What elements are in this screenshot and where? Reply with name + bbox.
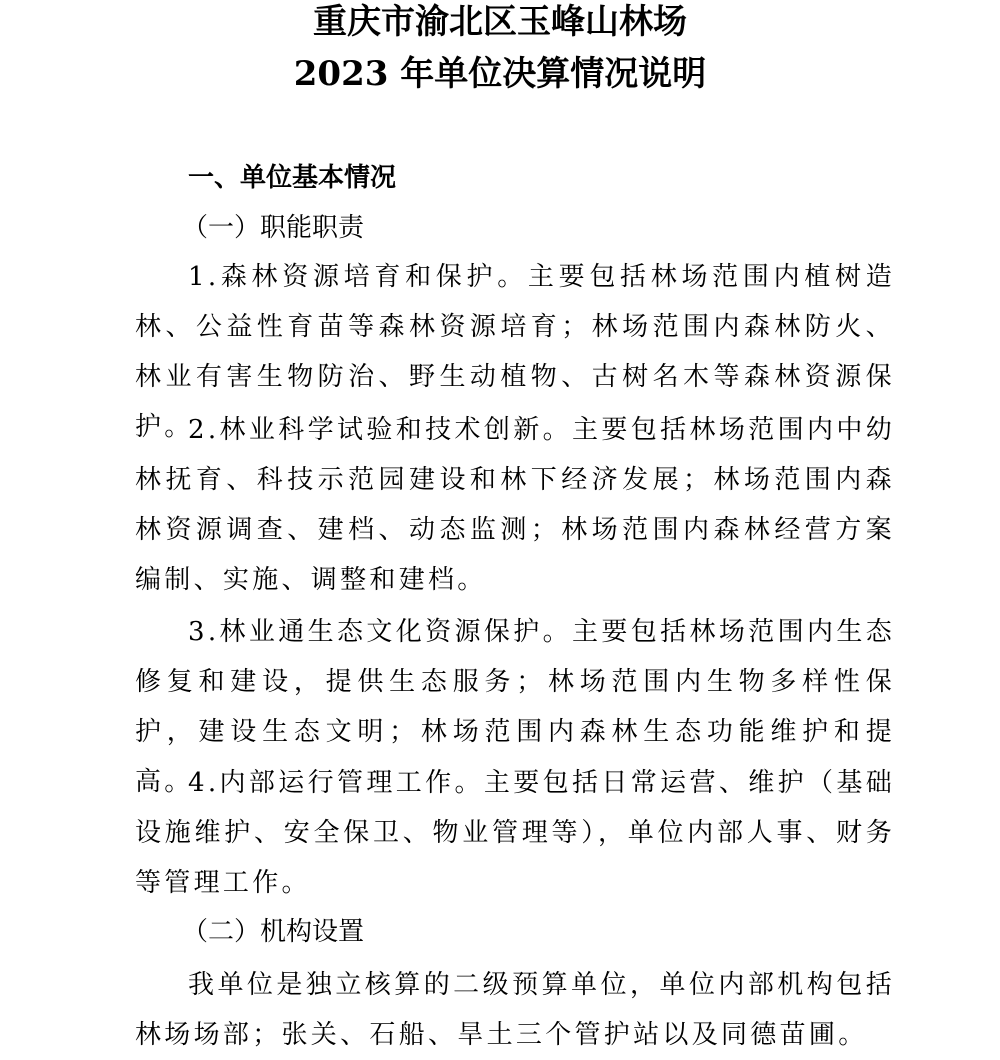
paragraph-function-1: 1.森林资源培育和保护。主要包括林场范围内植树造林、公益性育苗等森林资源培育；林场范围内森林防火、林业有害生物防治、野生动植物、古树名木等森林资源保护。 (135, 262, 895, 442)
document-title-line-1: 重庆市渝北区玉峰山林场 (313, 2, 687, 42)
document-title-line-2: 2023 年单位决算情况说明 (293, 54, 707, 94)
paragraph-function-4: 4.内部运行管理工作。主要包括日常运营、维护（基础设施维护、安全保卫、物业管理等），单位内部人事、财务等管理工作。 (135, 768, 895, 898)
paragraph-function-3: 3.林业通生态文化资源保护。主要包括林场范围内生态修复和建设，提供生态服务；林场范围内生物多样性保护，建设生态文明；林场范围内森林生态功能维护和提高。 (135, 617, 895, 797)
subsection-heading-functions: （一）职能职责 (182, 213, 365, 243)
section-heading-basic-info: 一、单位基本情况 (188, 163, 397, 193)
subsection-heading-organization: （二）机构设置 (182, 917, 365, 947)
paragraph-organization: 我单位是独立核算的二级预算单位，单位内部机构包括林场场部；张关、石船、旱土三个管护站以及同德苗圃。 (135, 970, 895, 1050)
paragraph-function-2: 2.林业科学试验和技术创新。主要包括林场范围内中幼林抚育、科技示范园建设和林下经济发展；林场范围内森林资源调查、建档、动态监测；林场范围内森林经营方案编制、实施、调整和建档。 (135, 415, 895, 595)
